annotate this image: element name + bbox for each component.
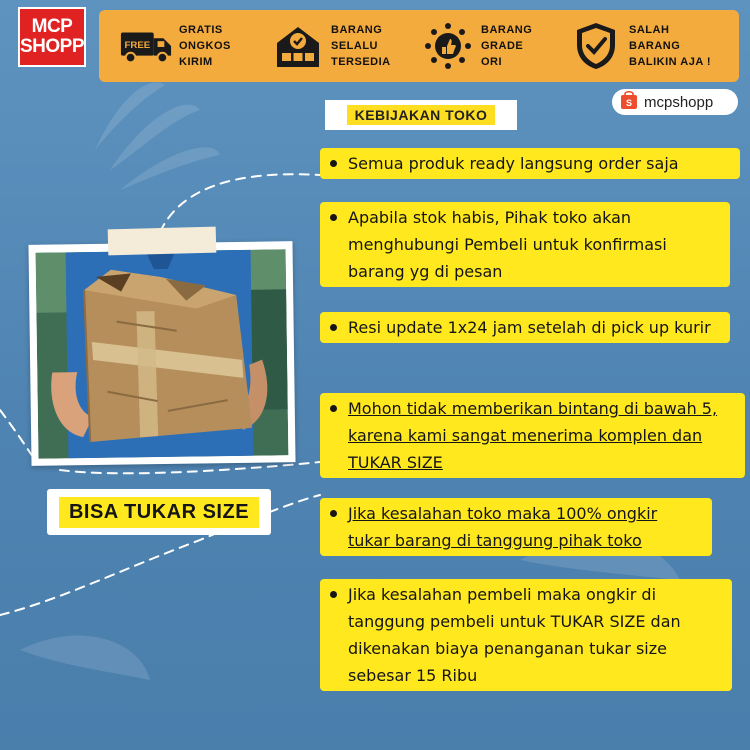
feature-label: GRATIS ONGKOS KIRIM <box>179 24 231 68</box>
bullet-icon <box>330 591 337 598</box>
tape-decoration <box>108 227 217 256</box>
shield-check-icon <box>569 19 623 73</box>
feature-always-available <box>271 10 391 82</box>
policy-item-text: Jika kesalahan pembeli maka ongkir di tanggung pembeli untuk TUKAR SIZE dan dikenakan biaya penanganan tukar size sebesar 15 Ribu <box>348 585 681 685</box>
warehouse-stock-icon <box>271 19 325 73</box>
feature-return-guarantee <box>569 10 711 82</box>
bullet-icon <box>330 214 337 221</box>
bullet-icon <box>330 324 337 331</box>
benefits-banner <box>99 10 739 82</box>
policy-item <box>320 579 732 691</box>
policy-item-text: Mohon tidak memberikan bintang di bawah 5, karena kami sangat menerima komplen dan TUKAR SIZE <box>348 399 718 472</box>
feature-label: BARANG GRADE ORI <box>481 24 533 68</box>
policy-item <box>320 498 712 556</box>
exchange-size-label-box <box>47 489 271 535</box>
policy-item-text: Semua produk ready langsung order saja <box>348 154 679 173</box>
policy-title: KEBIJAKAN TOKO <box>347 105 496 125</box>
feature-label: SALAH BARANG BALIKIN AJA ! <box>629 24 712 68</box>
feature-label: BARANG SELALU TERSEDIA <box>331 24 391 68</box>
policy-item-text: Apabila stok habis, Pihak toko akan menghubungi Pembeli untuk konfirmasi barang yg di pesan <box>348 208 667 281</box>
policy-item-text: Resi update 1x24 jam setelah di pick up kurir <box>348 318 711 337</box>
store-name: mcpshopp <box>644 93 714 111</box>
brand-logo <box>18 7 86 67</box>
free-icon-text: FREE <box>124 39 151 51</box>
bullet-icon <box>330 405 337 412</box>
damaged-box-photo <box>28 241 295 466</box>
store-badge[interactable] <box>612 89 738 115</box>
exchange-size-label: BISA TUKAR SIZE <box>59 497 259 528</box>
quality-grade-badge-icon <box>421 19 475 73</box>
bullet-icon <box>330 160 337 167</box>
policy-title-box <box>325 100 517 130</box>
free-shipping-truck-icon <box>119 19 173 73</box>
policy-item <box>320 148 740 179</box>
feature-free-shipping <box>119 10 231 82</box>
feature-grade-ori <box>421 10 532 82</box>
policy-item <box>320 312 730 343</box>
brand-logo-line2: SHOPP <box>19 36 85 57</box>
policy-item <box>320 393 745 478</box>
svg-text:S: S <box>625 97 633 108</box>
policy-item <box>320 202 730 287</box>
shopee-bag-icon <box>620 90 638 115</box>
bullet-icon <box>330 510 337 517</box>
policy-item-text: Jika kesalahan toko maka 100% ongkir tukar barang di tanggung pihak toko <box>348 504 658 550</box>
brand-logo-line1: MCP <box>31 16 73 37</box>
